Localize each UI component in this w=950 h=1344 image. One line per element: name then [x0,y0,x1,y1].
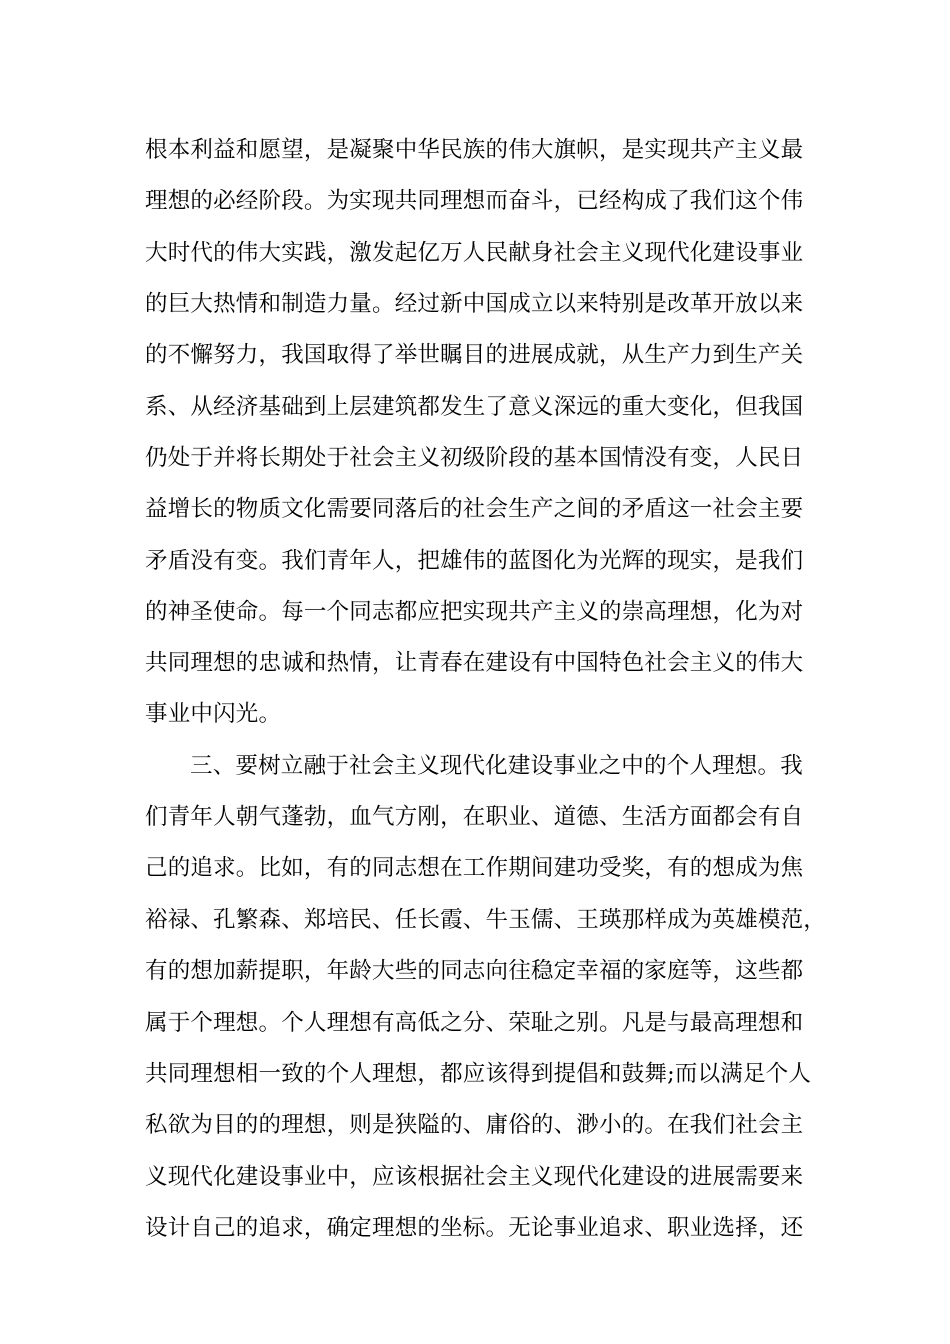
text-line: 有的想加薪提职，年龄大些的同志向往稳定幸福的家庭等，这些都 [145,958,804,984]
text-line: 共同理想的忠诚和热情，让青春在建设有中国特色社会主义的伟大 [145,650,804,676]
text-line: 系、从经济基础到上层建筑都发生了意义深远的重大变化，但我国 [145,394,804,420]
text-line: 的神圣使命。每一个同志都应把实现共产主义的崇高理想，化为对 [145,599,804,625]
text-line: 义现代化建设事业中，应该根据社会主义现代化建设的进展需要来 [145,1164,804,1190]
text-line: 裕禄、孔繁森、郑培民、任长霞、牛玉儒、王瑛那样成为英雄模范， [145,907,827,933]
text-line: 属于个理想。个人理想有高低之分、荣耻之别。凡是与最高理想和 [145,1010,804,1036]
text-line: 仍处于并将长期处于社会主义初级阶段的基本国情没有变，人民日 [145,445,804,471]
text-line: 益增长的物质文化需要同落后的社会生产之间的矛盾这一社会主要 [145,496,804,522]
paragraph-heading-line: 三、要树立融于社会主义现代化建设事业之中的个人理想。我 [190,753,803,779]
text-line: 事业中闪光。 [145,701,282,727]
text-line: 己的追求。比如，有的同志想在工作期间建功受奖，有的想成为焦 [145,855,804,881]
text-line: 私欲为目的的理想，则是狭隘的、庸俗的、渺小的。在我们社会主 [145,1112,804,1138]
text-line: 理想的必经阶段。为实现共同理想而奋斗，已经构成了我们这个伟 [145,188,804,214]
text-line: 大时代的伟大实践，激发起亿万人民献身社会主义现代化建设事业 [145,240,804,266]
text-line: 们青年人朝气蓬勃，血气方刚，在职业、道德、生活方面都会有自 [145,804,804,830]
text-line: 设计自己的追求，确定理想的坐标。无论事业追求、职业选择，还 [145,1215,804,1241]
text-line: 根本利益和愿望，是凝聚中华民族的伟大旗帜，是实现共产主义最 [145,137,804,163]
text-line: 的巨大热情和制造力量。经过新中国成立以来特别是改革开放以来 [145,291,804,317]
text-line: 矛盾没有变。我们青年人，把雄伟的蓝图化为光辉的现实，是我们 [145,548,804,574]
text-line: 的不懈努力，我国取得了举世瞩目的进展成就，从生产力到生产关 [145,342,804,368]
text-line: 共同理想相一致的个人理想，都应该得到提倡和鼓舞;而以满足个人 [145,1061,812,1087]
